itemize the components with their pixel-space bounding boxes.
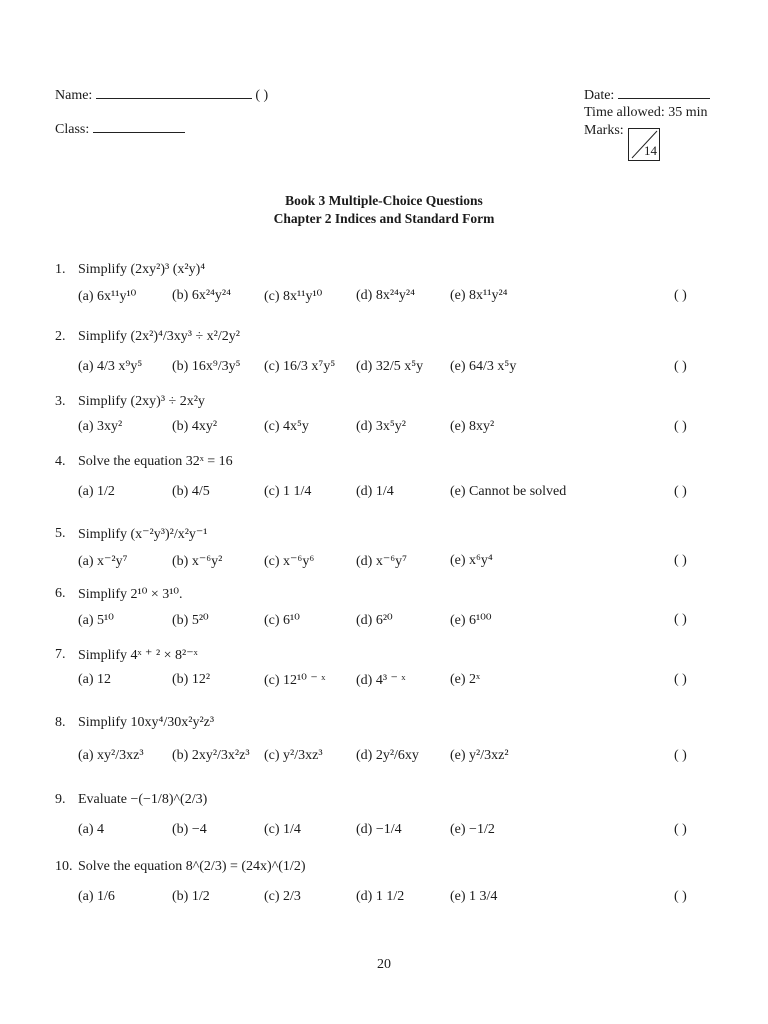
question-text: Evaluate −(−1/8)^(2/3)	[78, 792, 208, 807]
option-d-value: −1/4	[375, 822, 402, 837]
answer-box[interactable]: ( )	[674, 612, 687, 627]
option-a-value: 6x¹¹y¹⁰	[97, 289, 137, 304]
option-c[interactable]: (c) 6¹⁰	[264, 613, 300, 628]
option-a[interactable]: (a) 4/3 x⁹y⁵	[78, 359, 143, 374]
option-a[interactable]: (a) xy²/3xz³	[78, 748, 144, 763]
question-text: Simplify (2xy²)³ (x²y)⁴	[78, 262, 206, 277]
option-a-value: 1/2	[97, 484, 115, 499]
question-number: 4.	[55, 454, 66, 469]
option-e-value: 6¹⁰⁰	[469, 613, 492, 628]
option-d[interactable]: (d) 1/4	[356, 484, 394, 499]
option-e[interactable]: (e) y²/3xz²	[450, 748, 509, 763]
option-d[interactable]: (d) 6²⁰	[356, 613, 393, 628]
question-number: 6.	[55, 586, 66, 601]
option-a-value: x⁻²y⁷	[97, 554, 128, 569]
option-d[interactable]: (d) 8x²⁴y²⁴	[356, 288, 415, 303]
option-c[interactable]: (c) 2/3	[264, 889, 301, 904]
option-c-value: 2/3	[283, 889, 301, 904]
question-number: 7.	[55, 647, 66, 662]
option-e[interactable]: (e) Cannot be solved	[450, 484, 567, 499]
option-a-value: 12	[97, 672, 112, 687]
option-b-value: 1/2	[191, 889, 210, 904]
option-c-value: 12¹⁰ ⁻ ˣ	[283, 673, 326, 688]
option-d-value: x⁻⁶y⁷	[375, 554, 407, 569]
option-b-value: 4/5	[191, 484, 210, 499]
option-c-value: y²/3xz³	[283, 748, 323, 763]
time-allowed: Time allowed: 35 min	[584, 105, 708, 120]
option-c-value: 4x⁵y	[283, 419, 309, 434]
option-d[interactable]: (d) x⁻⁶y⁷	[356, 554, 407, 569]
option-e-value: −1/2	[469, 822, 495, 837]
question-number: 5.	[55, 526, 66, 541]
class-row	[55, 122, 185, 138]
option-b[interactable]: (b) 5²⁰	[172, 613, 209, 628]
option-b[interactable]: (b) 2xy²/3x²z³	[172, 748, 250, 763]
option-d[interactable]: (d) −1/4	[356, 822, 402, 837]
option-b[interactable]: (b) 16x⁹/3y⁵	[172, 359, 241, 374]
option-a-value: 5¹⁰	[97, 613, 114, 628]
option-b-value: 16x⁹/3y⁵	[191, 359, 241, 374]
option-a-value: xy²/3xz³	[97, 748, 144, 763]
name-field[interactable]	[96, 98, 252, 99]
question-text: Simplify 2¹⁰ × 3¹⁰.	[78, 587, 183, 602]
date-row	[584, 88, 710, 104]
option-a-value: 3xy²	[97, 419, 123, 434]
option-d[interactable]: (d) 2y²/6xy	[356, 748, 419, 763]
date-label: Date:	[584, 88, 615, 103]
option-c-value: x⁻⁶y⁶	[283, 554, 315, 569]
question-number: 8.	[55, 715, 66, 730]
answer-box[interactable]: ( )	[674, 484, 687, 499]
option-a[interactable]: (a) x⁻²y⁷	[78, 554, 128, 569]
option-b[interactable]: (b) x⁻⁶y²	[172, 554, 223, 569]
option-b-value: 4xy²	[191, 419, 218, 434]
option-b-value: 6x²⁴y²⁴	[191, 288, 231, 303]
answer-box[interactable]: ( )	[674, 822, 687, 837]
option-c[interactable]: (c) 12¹⁰ ⁻ ˣ	[264, 673, 326, 688]
option-e[interactable]: (e) 64/3 x⁵y	[450, 359, 517, 374]
option-c[interactable]: (c) 1/4	[264, 822, 301, 837]
option-c[interactable]: (c) y²/3xz³	[264, 748, 323, 763]
option-e-value: 1 3/4	[469, 889, 498, 904]
option-c[interactable]: (c) 16/3 x⁷y⁵	[264, 359, 336, 374]
option-b-value: 12²	[191, 672, 211, 687]
option-a[interactable]: (a) 5¹⁰	[78, 613, 114, 628]
question-text: Simplify 4ˣ ⁺ ² × 8²⁻ˣ	[78, 648, 198, 663]
option-c-value: 6¹⁰	[283, 613, 300, 628]
option-c[interactable]: (c) 4x⁵y	[264, 419, 309, 434]
option-a-value: 1/6	[97, 889, 115, 904]
class-number-paren: ( )	[255, 88, 269, 103]
option-e[interactable]: (e) x⁶y⁴	[450, 553, 493, 568]
option-e-value: Cannot be solved	[469, 484, 567, 499]
title-book: Book 3 Multiple-Choice Questions	[285, 193, 483, 208]
option-a-value: 4/3 x⁹y⁵	[97, 359, 143, 374]
option-e[interactable]: (e) 8x¹¹y²⁴	[450, 288, 508, 303]
option-d[interactable]: (d) 3x⁵y²	[356, 419, 406, 434]
option-b[interactable]: (b) 4/5	[172, 484, 210, 499]
marks-box	[628, 128, 660, 161]
option-c[interactable]: (c) 1 1/4	[264, 484, 312, 499]
option-c-value: 16/3 x⁷y⁵	[283, 359, 336, 374]
option-a[interactable]: (a) 6x¹¹y¹⁰	[78, 289, 137, 304]
option-a[interactable]: (a) 12	[78, 672, 112, 687]
option-b-value: x⁻⁶y²	[191, 554, 223, 569]
option-d-value: 4³ ⁻ ˣ	[375, 673, 406, 688]
question-text: Solve the equation 8^(2/3) = (24x)^(1/2)	[78, 859, 306, 874]
option-e-value: 2ˣ	[469, 672, 481, 687]
option-a[interactable]: (a) 1/6	[78, 889, 115, 904]
answer-box[interactable]: ( )	[674, 889, 687, 904]
question-text: Simplify (x⁻²y³)²/x²y⁻¹	[78, 527, 208, 542]
option-d-value: 32/5 x⁵y	[375, 359, 424, 374]
option-d-value: 8x²⁴y²⁴	[375, 288, 415, 303]
option-b-value: −4	[191, 822, 207, 837]
marks-total: 14	[644, 143, 657, 158]
title-chapter: Chapter 2 Indices and Standard Form	[273, 211, 495, 226]
option-a[interactable]: (a) 3xy²	[78, 419, 123, 434]
option-e-value: 8xy²	[469, 419, 495, 434]
question-text: Simplify (2x²)⁴/3xy³ ÷ x²/2y²	[78, 329, 240, 344]
option-d[interactable]: (d) 4³ ⁻ ˣ	[356, 673, 406, 688]
option-e-value: y²/3xz²	[469, 748, 509, 763]
option-b[interactable]: (b) 12²	[172, 672, 211, 687]
class-label: Class:	[55, 122, 90, 137]
option-d[interactable]: (d) 32/5 x⁵y	[356, 359, 424, 374]
option-d-value: 3x⁵y²	[375, 419, 406, 434]
option-a[interactable]: (a) 1/2	[78, 484, 115, 499]
option-b[interactable]: (b) 6x²⁴y²⁴	[172, 288, 231, 303]
answer-box[interactable]: ( )	[674, 748, 687, 763]
question-text: Simplify 10xy⁴/30x²y²z³	[78, 715, 215, 730]
option-a-value: 4	[97, 822, 105, 837]
answer-box[interactable]: ( )	[674, 419, 687, 434]
question-number: 1.	[55, 262, 66, 277]
option-d-value: 1/4	[375, 484, 394, 499]
option-e[interactable]: (e) 1 3/4	[450, 889, 498, 904]
answer-box[interactable]: ( )	[674, 553, 687, 568]
question-number: 3.	[55, 394, 66, 409]
option-e[interactable]: (e) 6¹⁰⁰	[450, 613, 492, 628]
option-b[interactable]: (b) −4	[172, 822, 207, 837]
question-number: 9.	[55, 792, 66, 807]
option-d[interactable]: (d) 1 1/2	[356, 889, 405, 904]
option-b[interactable]: (b) 4xy²	[172, 419, 218, 434]
option-e[interactable]: (e) 2ˣ	[450, 672, 481, 687]
option-d-value: 1 1/2	[375, 889, 405, 904]
name-row	[55, 88, 268, 104]
option-c-value: 8x¹¹y¹⁰	[283, 289, 323, 304]
marks-label: Marks:	[584, 123, 624, 138]
option-a[interactable]: (a) 4	[78, 822, 105, 837]
question-number: 10.	[55, 859, 73, 874]
option-b[interactable]: (b) 1/2	[172, 889, 210, 904]
option-b-value: 5²⁰	[191, 613, 209, 628]
option-c[interactable]: (c) x⁻⁶y⁶	[264, 554, 315, 569]
question-number: 2.	[55, 329, 66, 344]
answer-box[interactable]: ( )	[674, 672, 687, 687]
answer-box[interactable]: ( )	[674, 359, 687, 374]
option-e[interactable]: (e) −1/2	[450, 822, 495, 837]
page-number: 20	[377, 957, 391, 972]
class-field[interactable]	[93, 132, 185, 133]
question-text: Solve the equation 32ˣ = 16	[78, 454, 233, 469]
option-c-value: 1 1/4	[283, 484, 312, 499]
option-d-value: 2y²/6xy	[375, 748, 419, 763]
answer-box[interactable]: ( )	[674, 288, 687, 303]
option-e-value: 8x¹¹y²⁴	[469, 288, 508, 303]
option-c[interactable]: (c) 8x¹¹y¹⁰	[264, 289, 323, 304]
option-e[interactable]: (e) 8xy²	[450, 419, 495, 434]
option-d-value: 6²⁰	[375, 613, 393, 628]
name-label: Name:	[55, 88, 93, 103]
question-text: Simplify (2xy)³ ÷ 2x²y	[78, 394, 205, 409]
date-field[interactable]	[618, 98, 710, 99]
option-c-value: 1/4	[283, 822, 301, 837]
option-e-value: x⁶y⁴	[469, 553, 493, 568]
option-e-value: 64/3 x⁵y	[469, 359, 517, 374]
option-b-value: 2xy²/3x²z³	[191, 748, 250, 763]
